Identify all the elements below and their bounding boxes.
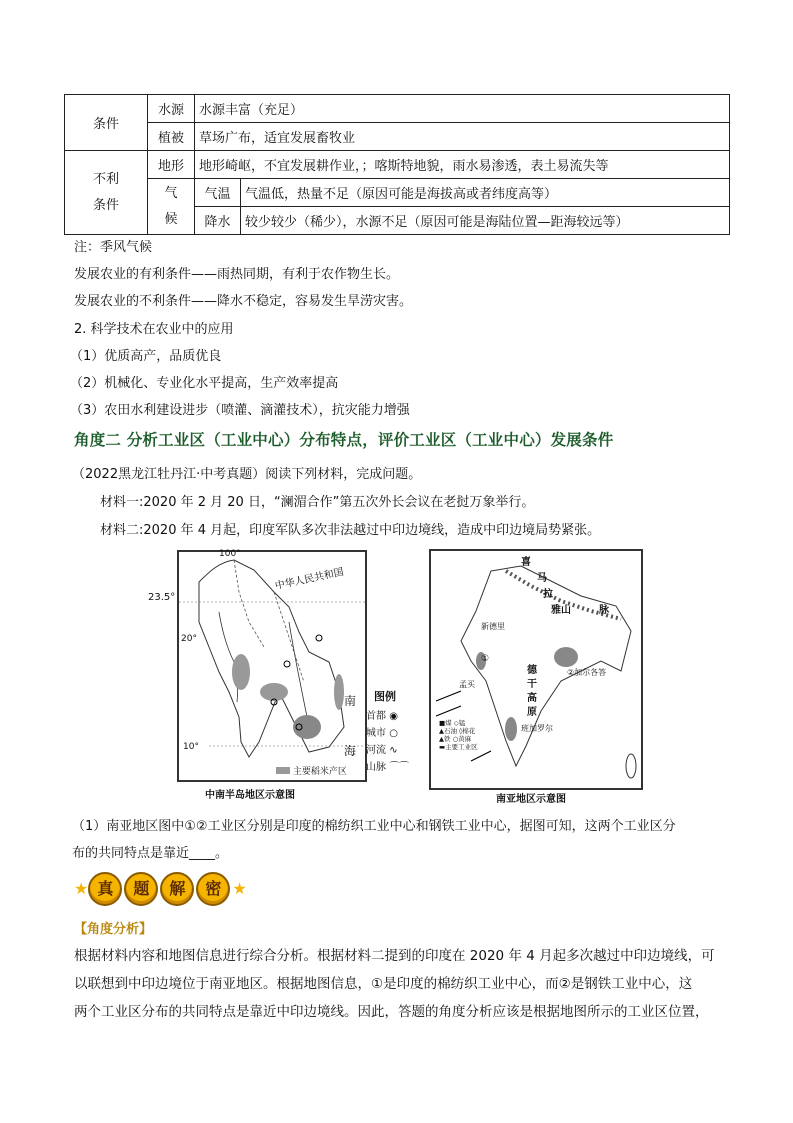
badge-char: 解 [160,872,194,906]
sci-item-1: （1）优质高产，品质优良 [70,349,222,364]
legend-title: 图例 [374,690,396,703]
note-text: 注：季风气候 [74,240,153,255]
table-cell: 地形 [148,151,195,179]
rice-swatch-icon [276,767,290,774]
section-badge [74,872,247,906]
sci-item-2: （2）机械化、专业化水平提高，生产效率提高 [70,376,339,391]
legend-label: 黄麻 [458,735,472,743]
map1-caption: 中南半岛地区示意图 [205,790,295,801]
table-cell: 气温 [195,179,241,207]
sea-label: 海 [344,744,357,758]
mountain-label: 雅山 [551,605,571,616]
legend-row [366,707,424,722]
legend-label: 首都 [366,711,386,722]
capital-icon: ◉ [389,711,398,722]
legend-label: 河流 [366,745,386,756]
favorable-text: 发展农业的有利条件——雨热同期，有利于农作物生长。 [74,267,400,282]
cell-text: 条件 [92,197,119,213]
unfavorable-text: 发展农业的不利条件——降水不稳定，容易发生旱涝灾害。 [74,294,413,309]
table-cell: 水源 [148,95,195,123]
mountain-label: 喜 [521,557,531,568]
table-cell: 地形崎岖，不宜发展耕作业，；喀斯特地貌，雨水易渗透，表土易流失等 [195,151,730,179]
material-2: 材料二:2020 年 4 月起，印度军队多次非法越过中印边境线，造成中印边境局势紧张。 [100,523,601,538]
badge-char: 密 [196,872,230,906]
indochina-map [177,550,367,782]
legend-row: ■煤 ◇锰 [439,719,466,727]
marker-label: ① [481,654,490,664]
table-cell [148,179,195,235]
city-icon: ○ [389,728,398,739]
map2-caption: 南亚地区示意图 [496,794,566,805]
lat-label: 10° [183,742,199,752]
legend-row [366,724,424,739]
city-label: 班加罗尔 [521,724,553,733]
map2-legend [439,719,499,751]
section-heading: 角度二 分析工业区（工业中心）分布特点，评价工业区（工业中心）发展条件 [74,430,614,449]
conditions-table [64,94,730,235]
analysis-paragraph [74,942,734,1026]
legend-row: ▬主要工业区 [439,743,478,751]
analysis-line: 以联想到中印边境位于南亚地区。根据地图信息，①是印度的棉纺织工业中心，而②是钢铁工业中心，这 [74,976,693,992]
legend-label: 石油 [444,727,457,735]
city-label: ②加尔各答 [567,668,607,677]
legend-label: 铁 [444,735,451,743]
lat-label: 20° [181,634,197,644]
badge-char: 题 [124,872,158,906]
legend-label: 城市 [366,728,386,739]
question-source: （2022黑龙江牡丹江·中考真题）阅读下列材料，完成问题。 [72,467,422,482]
plateau-label: 德 [527,665,537,676]
analysis-title: 【角度分析】 [74,922,153,937]
mountain-label: 马 [537,573,547,584]
question-1-line-1: （1）南亚地区图中①②工业区分别是印度的棉纺织工业中心和钢铁工业中心，据图可知，这两个工业区分 [72,819,676,834]
table-cell: 降水 [195,207,241,235]
mountain-label: 脉 [599,605,609,616]
map1-legend [366,688,424,773]
china-label: 中华人民共和国 [274,566,345,593]
legend-label: 棉花 [462,727,476,735]
south-asia-map [429,549,643,790]
legend-rice [276,764,347,777]
mountain-icon: ⌒⌒ [389,762,410,773]
sea-label: 南 [344,694,357,708]
star-icon: ★ [74,879,89,898]
legend-label: 煤 [445,719,452,727]
table-cell: 气温低，热量不足（原因可能是海拔高或者纬度高等） [241,179,730,207]
plateau-label: 干 [527,679,537,690]
legend-row: ▲石油 ◊棉花 [439,727,476,735]
table-cell [65,151,148,235]
city-label: 新德里 [481,622,505,631]
legend-label: 山脉 [366,762,386,773]
legend-label: 锰 [458,719,466,727]
star-icon: ★ [232,879,247,898]
cell-text: 气 [164,185,178,201]
analysis-line: 两个工业区分布的共同特点是靠近中印边境线。因此，答题的角度分析应该是根据地图所示的工业区位置， [74,1004,709,1020]
question-1-line-2: 布的共同特点是靠近____。 [72,846,229,861]
legend-row: ▲铁 ○黄麻 [439,735,472,743]
table-cell: 植被 [148,123,195,151]
plateau-label: 高 [527,693,537,704]
lat-label: 23.5° [148,592,176,603]
indochina-map-drawing [179,552,365,780]
sci-item-3: （3）农田水利建设进步（喷灌、滴灌技术），抗灾能力增强 [70,403,410,418]
table-cell: 条件 [65,95,148,151]
legend-row [366,741,424,756]
legend-row [366,758,424,773]
river-icon: ∿ [389,745,398,756]
legend-label: 主要稻米产区 [292,767,347,777]
cell-text: 不利 [92,171,119,187]
analysis-line: 根据材料内容和地图信息进行综合分析。根据材料二提到的印度在 2020 年 4 月起多次越过中印边境线，可 [74,948,715,964]
city-label: 孟买 [459,680,475,689]
mountain-label: 拉 [543,589,553,600]
badge-char: 真 [88,872,122,906]
cell-text: 候 [164,211,178,227]
material-1: 材料一:2020 年 2 月 20 日，“澜湄合作”第五次外长会议在老挝万象举行。 [100,495,535,510]
plateau-label: 原 [527,707,537,718]
sci-title: 2. 科学技术在农业中的应用 [74,322,234,337]
table-cell: 草场广布，适宜发展畜牧业 [195,123,730,151]
lon-label: 100° [219,549,241,559]
table-cell: 较少较少（稀少），水源不足（原因可能是海陆位置—距海较远等） [241,207,730,235]
table-cell: 水源丰富（充足） [195,95,730,123]
legend-label: 主要工业区 [445,743,478,751]
